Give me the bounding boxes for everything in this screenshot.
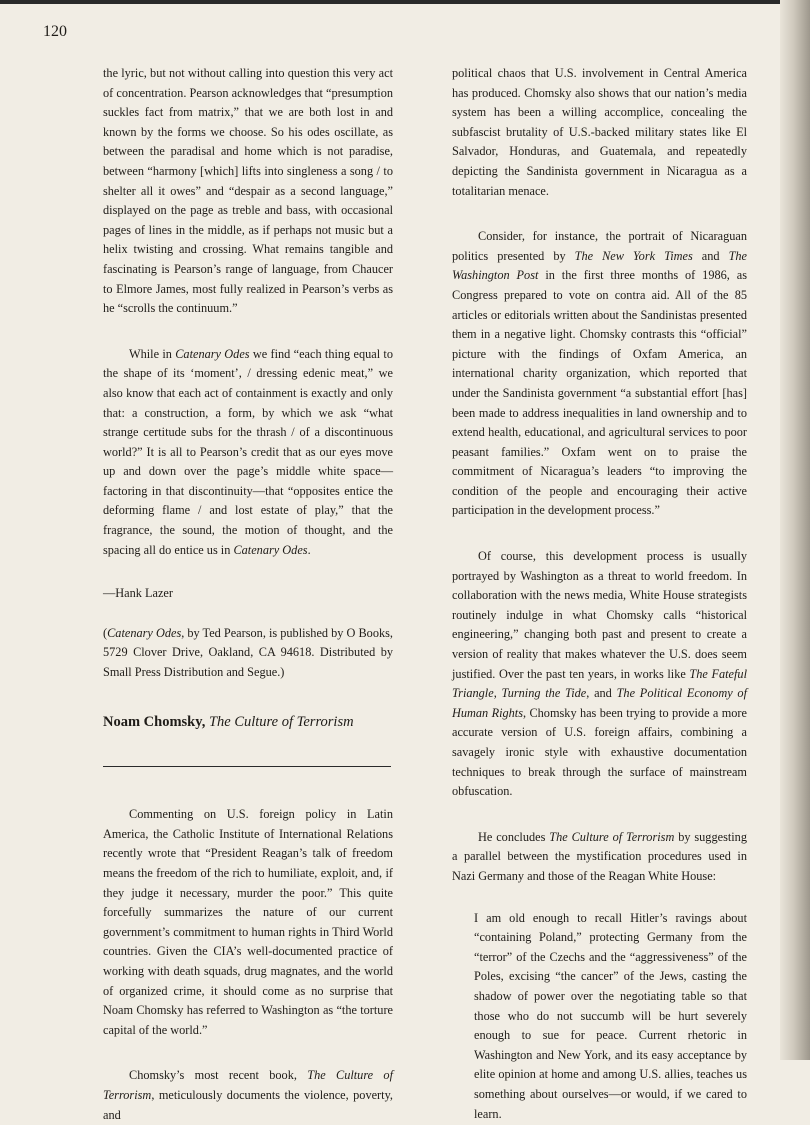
block-quote: I am old enough to recall Hitler’s ravings about “containing Poland,” protecting Germany from the “terror” of the Czechs and the “aggressiveness” of the Poles, excising “the cancer” of the Jews, casting the shadow of power over the negotiating table so that those who do not succumb will be hurt severely enough to sue for peace. Current rhetoric in Washington and New York, and its easy acceptance by elite opinion at home and among U.S. allies, teaches us something about ourselves—or would, if we cared to learn. xyxy=(474,910,747,1121)
review-signature: —Hank Lazer xyxy=(103,586,173,601)
left-column xyxy=(103,64,393,1125)
book-title: The Political Economy of Human Rights xyxy=(452,686,747,720)
book-title: Catenary Odes xyxy=(233,542,308,557)
paragraph: the lyric, but not without calling into question this very act of concentration. Pearson acknowledges that “presumption suckles fact from matrix,” that we are both lost in and known by the forms we choose. So his odes oscillate, as between the paradisal and home which is not paradise, between “harmony [which] lifts into singleness a song / to shelter all it owes” and “despair as a second language,” displayed on the page as treble and bass, with occasional pages of lines in the middle, as if perhaps not music but a helix twisting and crossing. What remains tangible and fascinating is Pearson’s range of language, from Chaucer to Elmore James, most fully realized in Pearson’s verbs as he “scrolls the continuum.” xyxy=(103,66,393,316)
divider xyxy=(103,766,391,767)
paragraph: Chomsky’s most recent book, The Culture of Terrorism, meticulously documents the violence, poverty, and xyxy=(103,1068,393,1122)
book-title: Turning the Tide xyxy=(501,686,587,701)
paragraph: political chaos that U.S. involvement in Central America has produced. Chomsky also shows that our nation’s media system has been a willing accomplice, concealing the subfascist brutality of U.S.-backed military states like El Salvador, Honduras, and Guatemala, and repeatedly depicting the Sandinista government in Nicaragua as a totalitarian menace. xyxy=(452,66,747,198)
book-title: The Fateful Triangle xyxy=(452,666,747,701)
review-heading: Noam Chomsky, The Culture of Terrorism xyxy=(103,713,354,730)
page-number: 120 xyxy=(43,23,67,40)
paragraph: While in Catenary Odes we find “each thing equal to the shape of its ‘moment’, / dressing edenic meat,” we also know that each act of containment is exactly and only that: a construction, a form, by which we ask “what strange certitude subs for the thrash / of a discontinuous world?” It is all to Pearson’s credit that as our eyes move up and down over the page’s middle white space—factoring in that discontinuity—that “opposites entice the deforming flame / and lost estate of play,” that the fragrance, the sound, the motion of thought, and the spacing all do entice us in Catenary Odes. xyxy=(103,346,393,557)
right-column xyxy=(452,64,747,1124)
paragraph: Consider, for instance, the portrait of Nicaraguan politics presented by The New York Times and The Washington Post in the first three months of 1986, as Congress prepared to vote on contra aid. All of the 85 articles or editorials written about the Sandinistas presented them in a negative light. Chomsky contrasts this “official” picture with the findings of Oxfam America, an international charity organization, which reported that under the Sandinista government “a substantial effort [has] been made to address inequalities in land ownership and to extend health, educational, and agricultural services to poor peasant families.” Oxfam went on to praise the commitment of Nicaragua’s leaders “to improving the condition of the people and encouraging their active participation in the development process.” xyxy=(452,229,748,518)
book-title: The Culture of Terrorism xyxy=(208,713,354,730)
book-title: Catenary Odes xyxy=(175,346,250,361)
book-title: The Culture of Terrorism xyxy=(103,1068,393,1102)
newspaper-title: The New York Times xyxy=(574,248,693,263)
top-border xyxy=(0,0,810,4)
newspaper-title: The Washington Post xyxy=(452,248,748,283)
paragraph: He concludes The Culture of Terrorism by suggesting a parallel between the mystification procedures used in Nazi Germany and those of the Reagan White House: xyxy=(452,829,747,883)
publication-note: (Catenary Odes, by Ted Pearson, is published by O Books, 5729 Clover Drive, Oakland, CA 94618. Distributed by Small Press Distribution and Segue.) xyxy=(103,625,393,680)
paragraph: Of course, this development process is usually portrayed by Washington as a threat to world freedom. In collaboration with the news media, White House strategists routinely indulge in what Chomsky calls “historical engineering,” changing both past and present to create a version of reality that makes whatever the U.S. does seem justified. Over the past ten years, in works like The Fateful Triangle, Turning the Tide, and The Political Economy of Human Rights, Chomsky has been trying to provide a more accurate version of U.S. foreign affairs, combining a savagely ironic style with exhaustive documentation techniques to break through the surface of mainstream obfuscation. xyxy=(452,549,747,799)
book-title: Catenary Odes xyxy=(107,625,182,640)
book-title: The Culture of Terrorism xyxy=(549,829,675,844)
paragraph: Commenting on U.S. foreign policy in Latin America, the Catholic Institute of International Relations recently wrote that “President Reagan’s talk of freedom means the freedom of the rich to humiliate, exploit, and, if they judge it necessary, murder the poor.” This quite forcefully summarizes the nature of our current government’s commitment to human rights in Third World countries. Given the CIA’s well-documented practice of working with death squads, drug magnates, and the world of organized crime, it should come as no surprise that Noam Chomsky has referred to Washington as “the torture capital of the world.” xyxy=(103,807,393,1037)
page-edge-shadow xyxy=(780,0,810,1060)
